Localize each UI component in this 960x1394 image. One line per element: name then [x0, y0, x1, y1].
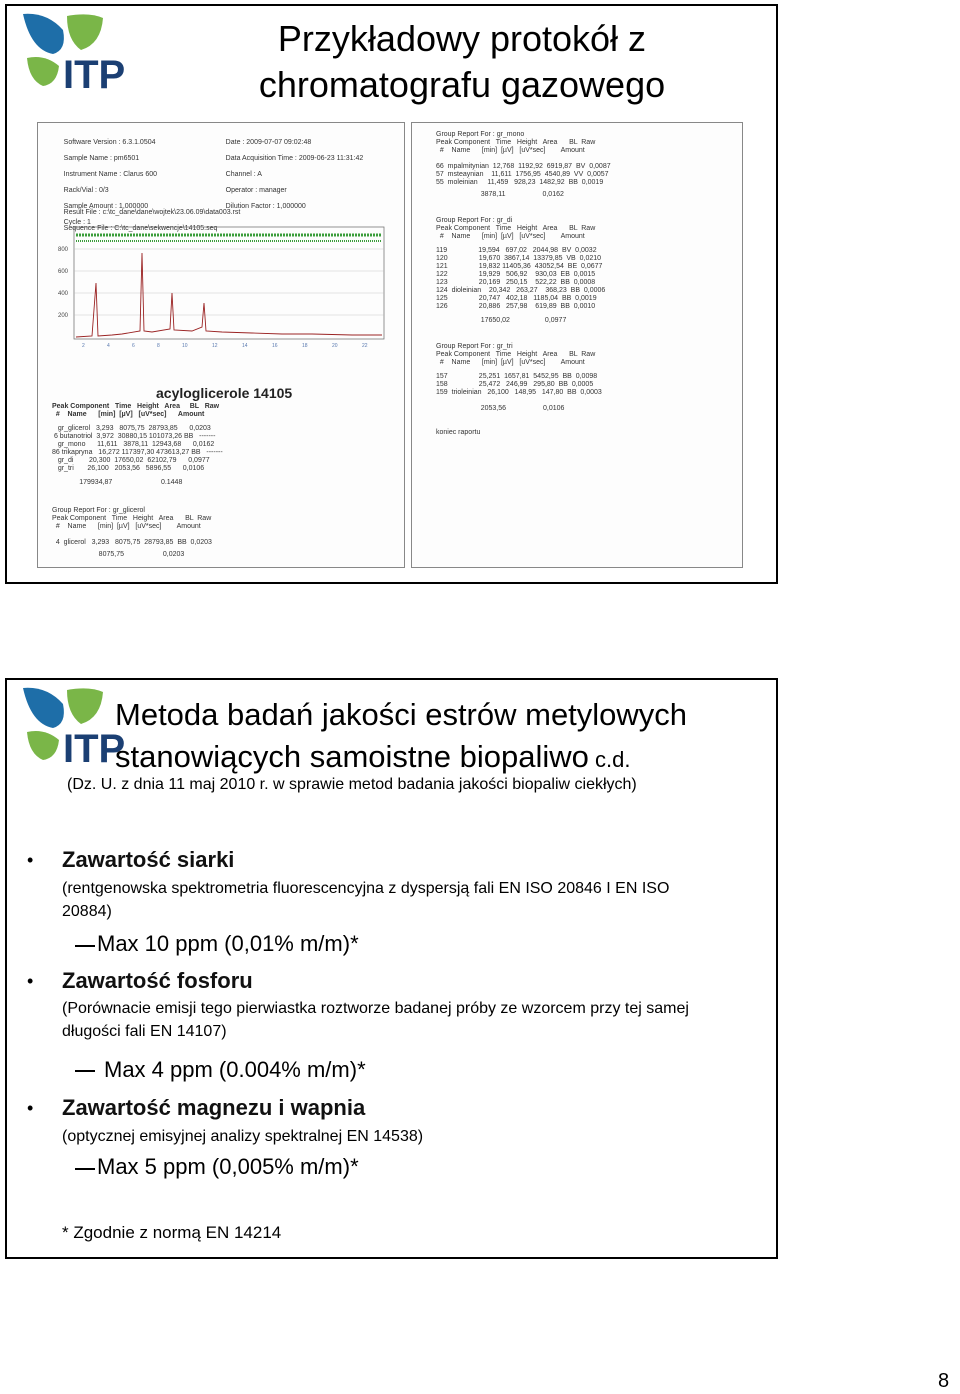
chart-title: acyloglicerole 14105 — [156, 385, 293, 401]
svg-text:200: 200 — [58, 313, 69, 319]
item-magnesium-calcium-desc: (optycznej emisyjnej analizy spektralnej EN 14538) — [62, 1128, 424, 1145]
item-sulfur-heading: Zawartość siarki — [62, 847, 235, 872]
group-di-total: 17650,02 0,0977 — [436, 317, 567, 324]
group-tri-rows: 157 25,251 1657,81 5452,95 BB 0,0098 158 25,472 246,99 295,80 BB 0,0005 159 trioleinian 26,100 148,95 147,80 BB 0,0003 — [436, 373, 602, 396]
group-di-rows: 119 19,594 697,02 2044,98 BV 0,0032 120 19,670 3867,14 13379,85 VB 0,0210 121 19,832 11405,36 43052,54 BE 0,0677 122 19,929 506,92 930,03 EB 0,0015 123 20,169 250,15 522,22 BB 0,0008 124 dioleinian 20,342 263,27 368,23 BB 0,0006 125 20,747 402,18 1185,04 BB 0,0019 126 20,886 257,98 619,89 BB 0,0010 — [436, 247, 606, 310]
svg-text:4: 4 — [107, 343, 110, 349]
item-phosphorus-desc: (Porównacie emisji tego pierwiastka roztworze badanej próby ze wzorcem przy tej samej długości fali EN 14107) — [62, 1000, 689, 1040]
item-phosphorus-limit: Max 4 ppm (0.004% m/m)* — [104, 1057, 366, 1082]
group-glicerol-header: Group Report For : gr_glicerol Peak Component Time Height Area BL Raw # Name [min] [µV] [uV*sec] Amount — [52, 507, 212, 530]
dash-icon — [75, 1070, 95, 1072]
bullet-icon: • — [27, 1098, 34, 1118]
page-number: 8 — [938, 1370, 950, 1392]
report-meta-right: Date : 2009-07-07 09:02:48 Data Acquisition Time : 2009-06-23 11:31:42 Channel : A Operator : manager Dilution Factor : 1,000000 — [225, 139, 364, 210]
group-tri-header: Group Report For : gr_tri Peak Component Time Height Area BL Raw # Name [min] [µV] [uV*sec] Amount — [436, 343, 596, 366]
svg-text:18: 18 — [302, 343, 308, 349]
svg-text:2: 2 — [82, 343, 85, 349]
svg-text:8: 8 — [157, 343, 160, 349]
itp-logo — [17, 10, 137, 98]
title-suffix: c.d. — [588, 747, 631, 772]
slide-title — [115, 694, 687, 781]
svg-text:400: 400 — [58, 291, 69, 297]
svg-text:12: 12 — [212, 343, 218, 349]
item-magnesium-calcium-limit: Max 5 ppm (0,005% m/m)* — [97, 1154, 359, 1179]
peak-table-rows: gr_glicerol 3,293 8075,75 28793,85 0,0203 6 butanotriol 3,972 30880,15 101073,26 BB ------- gr_mono 11,611 3878,11 12943,68 0,0162 86 trikapryna 16,272 117397,30 473613,27 BB ------- gr_di 20,300 17650,02 62102,79 0,0977 gr_tri 26,100 2053,56 5896,55 0,0106 — [52, 425, 223, 472]
report-files: Result File : c:\tc_dane\dane\wojtek\23.06.09\data003.rst Sequence File : C:\tc_dane\sekwencje\14105.seq — [63, 209, 241, 232]
group-glicerol-total: 8075,75 0,0203 — [52, 551, 185, 558]
peak-table-total: 179934,87 0.1448 — [52, 479, 183, 486]
item-phosphorus-heading: Zawartość fosforu — [62, 968, 253, 993]
logo-text: ITP — [63, 727, 126, 771]
scanned-report-left — [37, 122, 405, 568]
svg-text:14: 14 — [242, 343, 248, 349]
svg-text:22: 22 — [362, 343, 368, 349]
slide-title: Przykładowy protokół z chromatografu gazowego — [258, 18, 666, 105]
slide-test-methods — [5, 678, 778, 1259]
dash-icon — [75, 945, 95, 947]
logo-text: ITP — [63, 53, 126, 97]
subtitle: (Dz. U. z dnia 11 maj 2010 r. w sprawie metod badania jakości biopaliw ciekłych) — [67, 776, 637, 793]
svg-text:20: 20 — [332, 343, 338, 349]
item-sulfur-limit: Max 10 ppm (0,01% m/m)* — [97, 931, 359, 956]
scanned-report-right — [411, 122, 743, 568]
group-mono-total: 3878,11 0,0162 — [436, 191, 564, 198]
chromatogram-plot — [52, 223, 392, 373]
item-magnesium-calcium-heading: Zawartość magnezu i wapnia — [62, 1095, 366, 1120]
item-sulfur-desc: (rentgenowska spektrometria fluorescencyjna z dyspersją fali EN ISO 20846 I EN ISO 20884) — [62, 880, 670, 920]
peak-table-header: Peak Component Time Height Area BL Raw # Name [min] [µV] [uV*sec] Amount — [52, 403, 220, 418]
title-line-1: Metoda badań jakości estrów metylowych — [115, 697, 688, 732]
title-line-2: stanowiących samoistne biopaliwo — [115, 739, 589, 774]
svg-text:600: 600 — [58, 269, 69, 275]
svg-text:6: 6 — [132, 343, 135, 349]
bullet-icon: • — [27, 971, 34, 991]
report-end: koniec raportu — [436, 429, 481, 436]
group-mono-rows: 66 mpalmitynian 12,768 1192,92 6919,87 BV 0,0087 57 msteaynian 11,611 1756,95 4540,89 VV 0,0057 55 moleinian 11,459 928,23 1482,92 BB 0,0019 — [436, 163, 611, 186]
slide-chromatograph-protocol — [5, 4, 778, 584]
svg-text:800: 800 — [58, 247, 69, 253]
svg-text:10: 10 — [182, 343, 188, 349]
group-mono-header: Group Report For : gr_mono Peak Component Time Height Area BL Raw # Name [min] [µV] [uV*sec] Amount — [436, 131, 596, 154]
group-tri-total: 2053,56 0,0106 — [436, 405, 565, 412]
group-di-header: Group Report For : gr_di Peak Component Time Height Area BL Raw # Name [min] [µV] [uV*sec] Amount — [436, 217, 596, 240]
group-glicerol-row: 4 glicerol 3,293 8075,75 28793,85 BB 0,0203 — [52, 539, 212, 546]
report-meta-left: Software Version : 6.3.1.0504 Sample Name : pm6501 Instrument Name : Clarus 600 Rack/Vial : 0/3 Sample Amount : 1,000000 Cycle : 1 — [63, 139, 158, 226]
svg-text:16: 16 — [272, 343, 278, 349]
bullet-icon: • — [27, 850, 34, 870]
footnote: * Zgodnie z normą EN 14214 — [62, 1223, 282, 1242]
dash-icon — [75, 1168, 95, 1170]
